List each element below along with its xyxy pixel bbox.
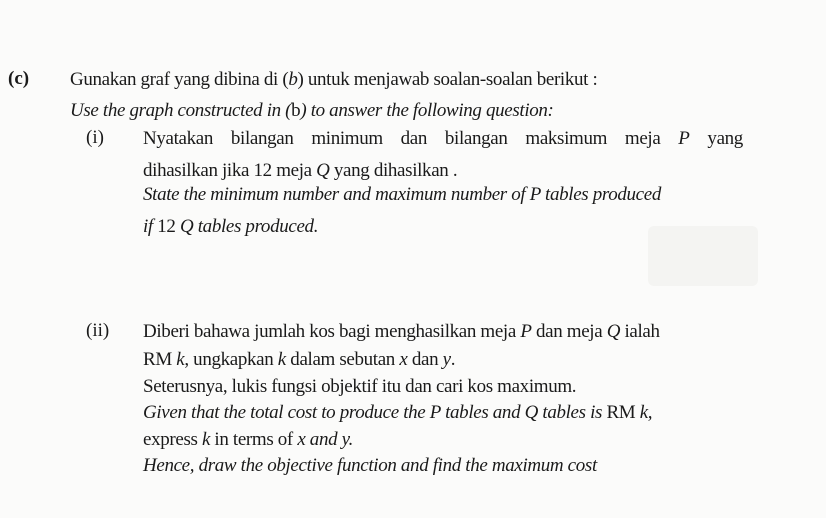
text-segment: y [442,349,451,370]
text-segment: Hence, draw the objective function and find the maximum cost [143,455,597,476]
text-segment: bilangan [230,128,294,149]
text-segment: Use the graph constructed in ( [70,100,292,121]
part-label: (c) [8,68,30,89]
question-text-line [143,349,455,371]
question-text-line [143,376,576,398]
text-segment: Q [606,321,621,342]
question-text-line [143,216,318,238]
text-segment: if [143,216,158,237]
text-segment: tables produced [540,184,661,205]
text-segment: Q tables produced. [175,216,319,237]
text-segment: k, [635,402,653,423]
text-segment: yang [707,128,743,149]
text-segment: Seterusnya, lukis fungsi objektif itu dan cari kos maximum. [143,376,577,397]
text-segment: Given that the total cost to produce the P tables and Q tables is [143,402,607,423]
text-segment: Q [316,160,330,181]
question-text-line [143,128,743,150]
text-segment: maksimum [525,128,608,149]
question-text-line [143,321,660,343]
text-segment: P [678,128,690,149]
text-segment: dihasilkan jika 12 meja [143,160,317,181]
question-text-line [143,184,661,206]
text-segment: in terms of [210,429,298,450]
text-segment: b [288,69,298,90]
text-segment: express [143,429,202,450]
text-segment: yang dihasilkan . [329,160,458,181]
text-segment: Gunakan graf yang dibina di ( [70,69,289,90]
question-ii-label: (ii) [86,320,110,341]
text-segment: State the minimum number and maximum number of [143,184,530,205]
text-segment: bilangan [444,128,508,149]
text-segment: dan [400,128,428,149]
text-segment: x [399,349,408,370]
text-segment: dalam sebutan [285,349,400,370]
text-segment: Diberi bahawa jumlah kos bagi menghasilkan meja [143,321,521,342]
text-segment: meja [624,128,661,149]
text-segment: ) untuk menjawab soalan-soalan berikut : [297,69,598,90]
text-segment: Nyatakan [143,128,213,149]
text-segment: k [277,349,286,370]
text-segment: P [520,321,532,342]
intro-english [70,100,554,122]
question-text-line [143,402,652,424]
text-segment: . [450,349,456,370]
question-text-line [143,429,353,451]
text-segment: , ungkapkan [184,349,278,370]
question-text-line [143,455,597,477]
text-segment: x and y. [297,429,354,450]
text-segment: RM [606,402,636,423]
intro-malay [70,69,597,91]
text-segment: ialah [620,321,660,342]
question-i-label: (i) [86,127,104,148]
text-segment: 12 [157,216,176,237]
text-segment: dan [407,349,443,370]
question-text-line [143,160,457,182]
scan-smudge [648,226,758,286]
text-segment: minimum [311,128,383,149]
text-segment: k [176,349,185,370]
text-segment: P [529,184,541,205]
text-segment: b [291,100,301,121]
text-segment: k [201,429,211,450]
text-segment: RM [143,349,177,370]
text-segment: ) to answer the following question: [300,100,554,121]
text-segment: dan meja [531,321,607,342]
